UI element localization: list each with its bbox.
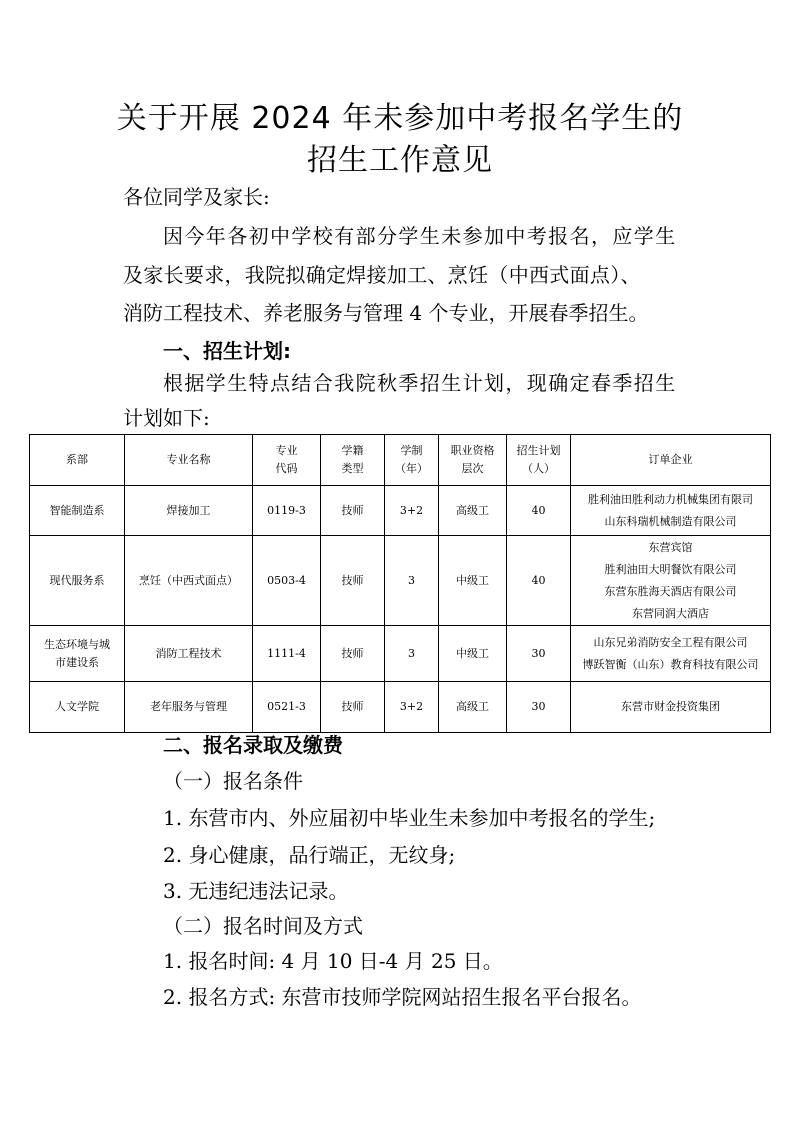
cell-major: 烹饪（中西式面点）: [125, 536, 253, 626]
cell-plan: 40: [507, 536, 571, 626]
header-code: 专业 代码: [253, 435, 321, 486]
cell-type: 技师: [321, 536, 385, 626]
cell-years: 3+2: [385, 682, 439, 733]
cell-years: 3: [385, 626, 439, 682]
header-enterprises: 订单企业: [571, 435, 771, 486]
document-title-line-1: 关于开展 2024 年未参加中考报名学生的: [116, 101, 684, 136]
registration-method: 2. 报名方式: 东营市技师学院网站招生报名平台报名。: [163, 985, 642, 1009]
section-1-heading: 一、招生计划:: [163, 339, 291, 363]
header-years: 学制 （年）: [385, 435, 439, 486]
cell-plan: 40: [507, 486, 571, 536]
section-1-text-line-2: 计划如下:: [123, 406, 210, 430]
cell-code: 1111-4: [253, 626, 321, 682]
document-title-line-2: 招生工作意见: [307, 143, 493, 178]
intro-line-2: 及家长要求，我院拟确定焊接加工、烹饪（中西式面点）、: [123, 263, 641, 287]
cell-enterprises: 东营市财金投资集团: [571, 682, 771, 733]
header-plan: 招生计划 （人）: [507, 435, 571, 486]
table-row: [30, 682, 771, 733]
header-level: 职业资格 层次: [439, 435, 507, 486]
cell-type: 技师: [321, 682, 385, 733]
header-dept: 系部: [30, 435, 125, 486]
cell-code: 0119-3: [253, 486, 321, 536]
cell-dept: 人文学院: [30, 682, 125, 733]
cell-level: 中级工: [439, 536, 507, 626]
cell-level: 中级工: [439, 626, 507, 682]
registration-time: 1. 报名时间: 4 月 10 日-4 月 25 日。: [163, 949, 503, 973]
cell-type: 技师: [321, 486, 385, 536]
cell-dept: 智能制造系: [30, 486, 125, 536]
header-type: 学籍 类型: [321, 435, 385, 486]
header-major: 专业名称: [125, 435, 253, 486]
cell-enterprises: 胜利油田胜利动力机械集团有限司 山东科瑞机械制造有限公司: [571, 486, 771, 536]
table-row: [30, 536, 771, 626]
cell-level: 高级工: [439, 682, 507, 733]
cell-dept: 现代服务系: [30, 536, 125, 626]
section-2-heading: 二、报名录取及缴费: [163, 733, 343, 757]
cell-dept: 生态环境与城 市建设系: [30, 626, 125, 682]
cell-enterprises: 东营宾馆 胜利油田大明餐饮有限公司 东营东胜海天酒店有限公司 东营同润大酒店: [571, 536, 771, 626]
cell-years: 3+2: [385, 486, 439, 536]
table-header-row: [30, 435, 771, 486]
cell-years: 3: [385, 536, 439, 626]
greeting: 各位同学及家长:: [123, 185, 270, 209]
cell-plan: 30: [507, 682, 571, 733]
table-row: [30, 626, 771, 682]
cell-enterprises: 山东兄弟消防安全工程有限公司 博跃智衡（山东）教育科技有限公司: [571, 626, 771, 682]
intro-line-1: 因今年各初中学校有部分学生未参加中考报名，应学生: [163, 224, 677, 248]
cell-major: 焊接加工: [125, 486, 253, 536]
cell-code: 0521-3: [253, 682, 321, 733]
condition-item-2: 2. 身心健康，品行端正，无纹身;: [163, 843, 456, 867]
condition-item-3: 3. 无违纪违法记录。: [163, 879, 349, 903]
intro-line-3: 消防工程技术、养老服务与管理 4 个专业，开展春季招生。: [123, 301, 649, 325]
section-2-sub-1-heading: （一）报名条件: [163, 769, 303, 793]
cell-plan: 30: [507, 626, 571, 682]
cell-major: 老年服务与管理: [125, 682, 253, 733]
cell-major: 消防工程技术: [125, 626, 253, 682]
cell-level: 高级工: [439, 486, 507, 536]
cell-type: 技师: [321, 626, 385, 682]
table-row: [30, 486, 771, 536]
condition-item-1: 1. 东营市内、外应届初中毕业生未参加中考报名的学生;: [163, 806, 656, 830]
enrollment-plan-table: [29, 434, 771, 733]
cell-code: 0503-4: [253, 536, 321, 626]
section-2-sub-2-heading: （二）报名时间及方式: [163, 914, 363, 938]
section-1-text-line-1: 根据学生特点结合我院秋季招生计划，现确定春季招生: [163, 371, 677, 395]
